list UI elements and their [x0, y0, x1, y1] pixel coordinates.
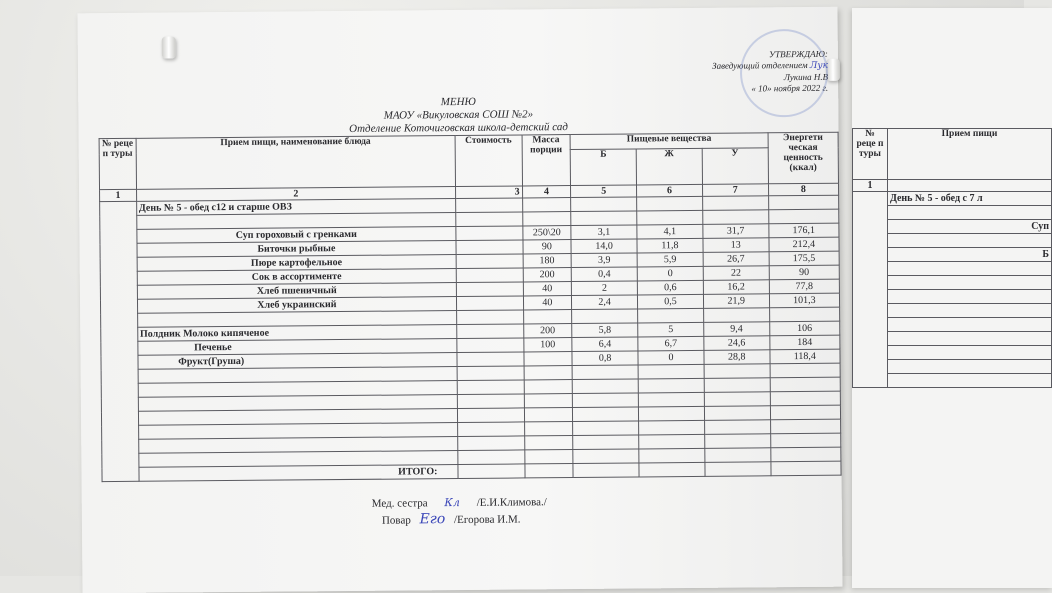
dish-zh: 5,9	[637, 252, 703, 267]
dish-b: 2,4	[572, 295, 638, 310]
col-header-num: № реце п туры	[99, 138, 136, 189]
snack-mass: 200	[523, 324, 572, 338]
dish-zh: 4,1	[637, 224, 703, 239]
dish-mass: 200	[523, 268, 572, 282]
col-header-name: Прием пищи, наименование блюда	[136, 136, 456, 190]
nurse-label: Мед. сестра	[371, 497, 428, 510]
dish-u: 31,7	[703, 224, 769, 239]
dish-b: 0,4	[571, 267, 637, 282]
dish-energy: 212,4	[769, 237, 839, 252]
dish-u: 13	[703, 238, 769, 253]
dish-u: 26,7	[703, 252, 769, 267]
snack-b: 6,4	[572, 337, 638, 352]
signature-icon: Его	[419, 511, 446, 528]
nurse-name: /Е.И.Климова./	[476, 496, 547, 509]
menu-table	[99, 132, 842, 482]
day-line: День № 5 - обед с12 и старше ОВЗ	[136, 199, 455, 216]
dish-u: 22	[703, 266, 769, 281]
dish-energy: 90	[769, 265, 839, 280]
dish-mass: 40	[523, 296, 572, 310]
col-number: 8	[768, 183, 838, 196]
snack-u: 28,8	[704, 350, 770, 365]
dish-zh: 0,5	[637, 294, 703, 309]
dish-energy: 175,5	[769, 251, 839, 266]
dish-name: Суп	[887, 220, 1051, 234]
snack-name: Полдник Молоко кипяченое	[137, 325, 456, 342]
dish-name: Б	[887, 248, 1051, 262]
col-number: 7	[702, 184, 768, 197]
menu-header	[78, 93, 838, 139]
snack-b: 0,8	[572, 351, 638, 366]
dish-name: Пюре картофельное	[137, 255, 456, 272]
approval-block	[628, 49, 828, 96]
dish-energy: 101,3	[769, 293, 839, 308]
dish-name: Суп гороховый с гренками	[137, 227, 456, 244]
dish-zh: 0,6	[637, 280, 703, 295]
day-line: День № 5 - обед с 7 л	[887, 192, 1051, 206]
second-menu-table	[852, 128, 1052, 388]
col-header-cost: Стоимость	[455, 135, 522, 187]
dish-name: Хлеб пшеничный	[137, 283, 456, 300]
dish-b: 14,0	[571, 239, 637, 254]
snack-zh: 6,7	[638, 336, 704, 351]
cook-label: Повар	[381, 514, 411, 527]
col-number: 5	[571, 185, 637, 198]
dish-name: Хлеб украинский	[137, 297, 456, 314]
dish-mass: 90	[523, 240, 572, 254]
col-header-mass: Масса порции	[522, 135, 571, 186]
recipe-col	[100, 201, 139, 481]
approval-line-4: « 10» ноября 2022 г.	[751, 82, 829, 94]
col-header-zh: Ж	[636, 149, 702, 185]
signatures	[372, 494, 547, 529]
col-header-nutrients: Пищевые вещества	[570, 133, 768, 150]
snack-name: Печенье	[138, 339, 457, 356]
approval-line-2: Заведующий отделением	[712, 59, 808, 71]
school-name: МАОУ «Викуловская СОШ №2»	[383, 108, 534, 122]
snack-energy: 106	[769, 321, 839, 336]
dish-b: 3,1	[571, 225, 637, 240]
dish-u: 21,9	[703, 294, 769, 309]
menu-title: МЕНЮ	[440, 95, 476, 109]
dish-energy: 176,1	[768, 223, 838, 238]
menu-sheet	[77, 7, 842, 593]
dish-b: 3,9	[571, 253, 637, 268]
col-number: 2	[136, 187, 455, 202]
col-header-u: У	[702, 148, 768, 184]
snack-zh: 0	[638, 350, 704, 365]
cook-name: /Егорова И.М.	[453, 513, 521, 527]
dish-energy: 77,8	[769, 279, 839, 294]
snack-mass	[524, 352, 573, 366]
department-name: Отделение Коточиговская школа-детский сад	[349, 121, 568, 135]
col-header-b: Б	[570, 149, 636, 185]
snack-u: 9,4	[704, 322, 770, 337]
approval-line-3: Лукина Н.В	[783, 71, 829, 83]
snack-mass: 100	[523, 338, 572, 352]
pushpin-icon	[162, 36, 176, 58]
dish-name: Биточки рыбные	[137, 241, 456, 258]
dish-zh: 0	[637, 266, 703, 281]
dish-mass: 180	[523, 254, 572, 268]
col-header-num: № реце п туры	[853, 129, 888, 180]
col-number: 1	[100, 189, 137, 201]
snack-b: 5,8	[572, 323, 638, 338]
col-header-name: Прием пищи	[887, 129, 1051, 180]
col-header-energy: Энергети ческая ценность (ккал)	[768, 132, 839, 184]
dish-mass: 250\20	[522, 226, 571, 240]
signature-icon: Лук	[809, 60, 829, 71]
signature-icon: Кл	[444, 496, 460, 510]
col-number: 1	[853, 180, 888, 192]
total-label: ИТОГО:	[139, 465, 458, 482]
dish-u: 16,2	[703, 280, 769, 295]
snack-zh: 5	[638, 322, 704, 337]
snack-energy: 118,4	[770, 349, 840, 364]
snack-name: Фрукт(Груша)	[138, 353, 457, 370]
dish-mass: 40	[523, 282, 572, 296]
snack-u: 24,6	[704, 336, 770, 351]
col-number: 6	[637, 184, 703, 197]
dish-b: 2	[572, 281, 638, 296]
col-number: 4	[522, 186, 571, 198]
approval-line-1: УТВЕРЖДАЮ:	[768, 48, 828, 60]
dish-zh: 11,8	[637, 238, 703, 253]
dish-name: Сок в ассортименте	[137, 269, 456, 286]
second-menu-sheet	[852, 8, 1052, 588]
col-number: 3	[455, 186, 522, 199]
snack-energy: 184	[769, 335, 839, 350]
